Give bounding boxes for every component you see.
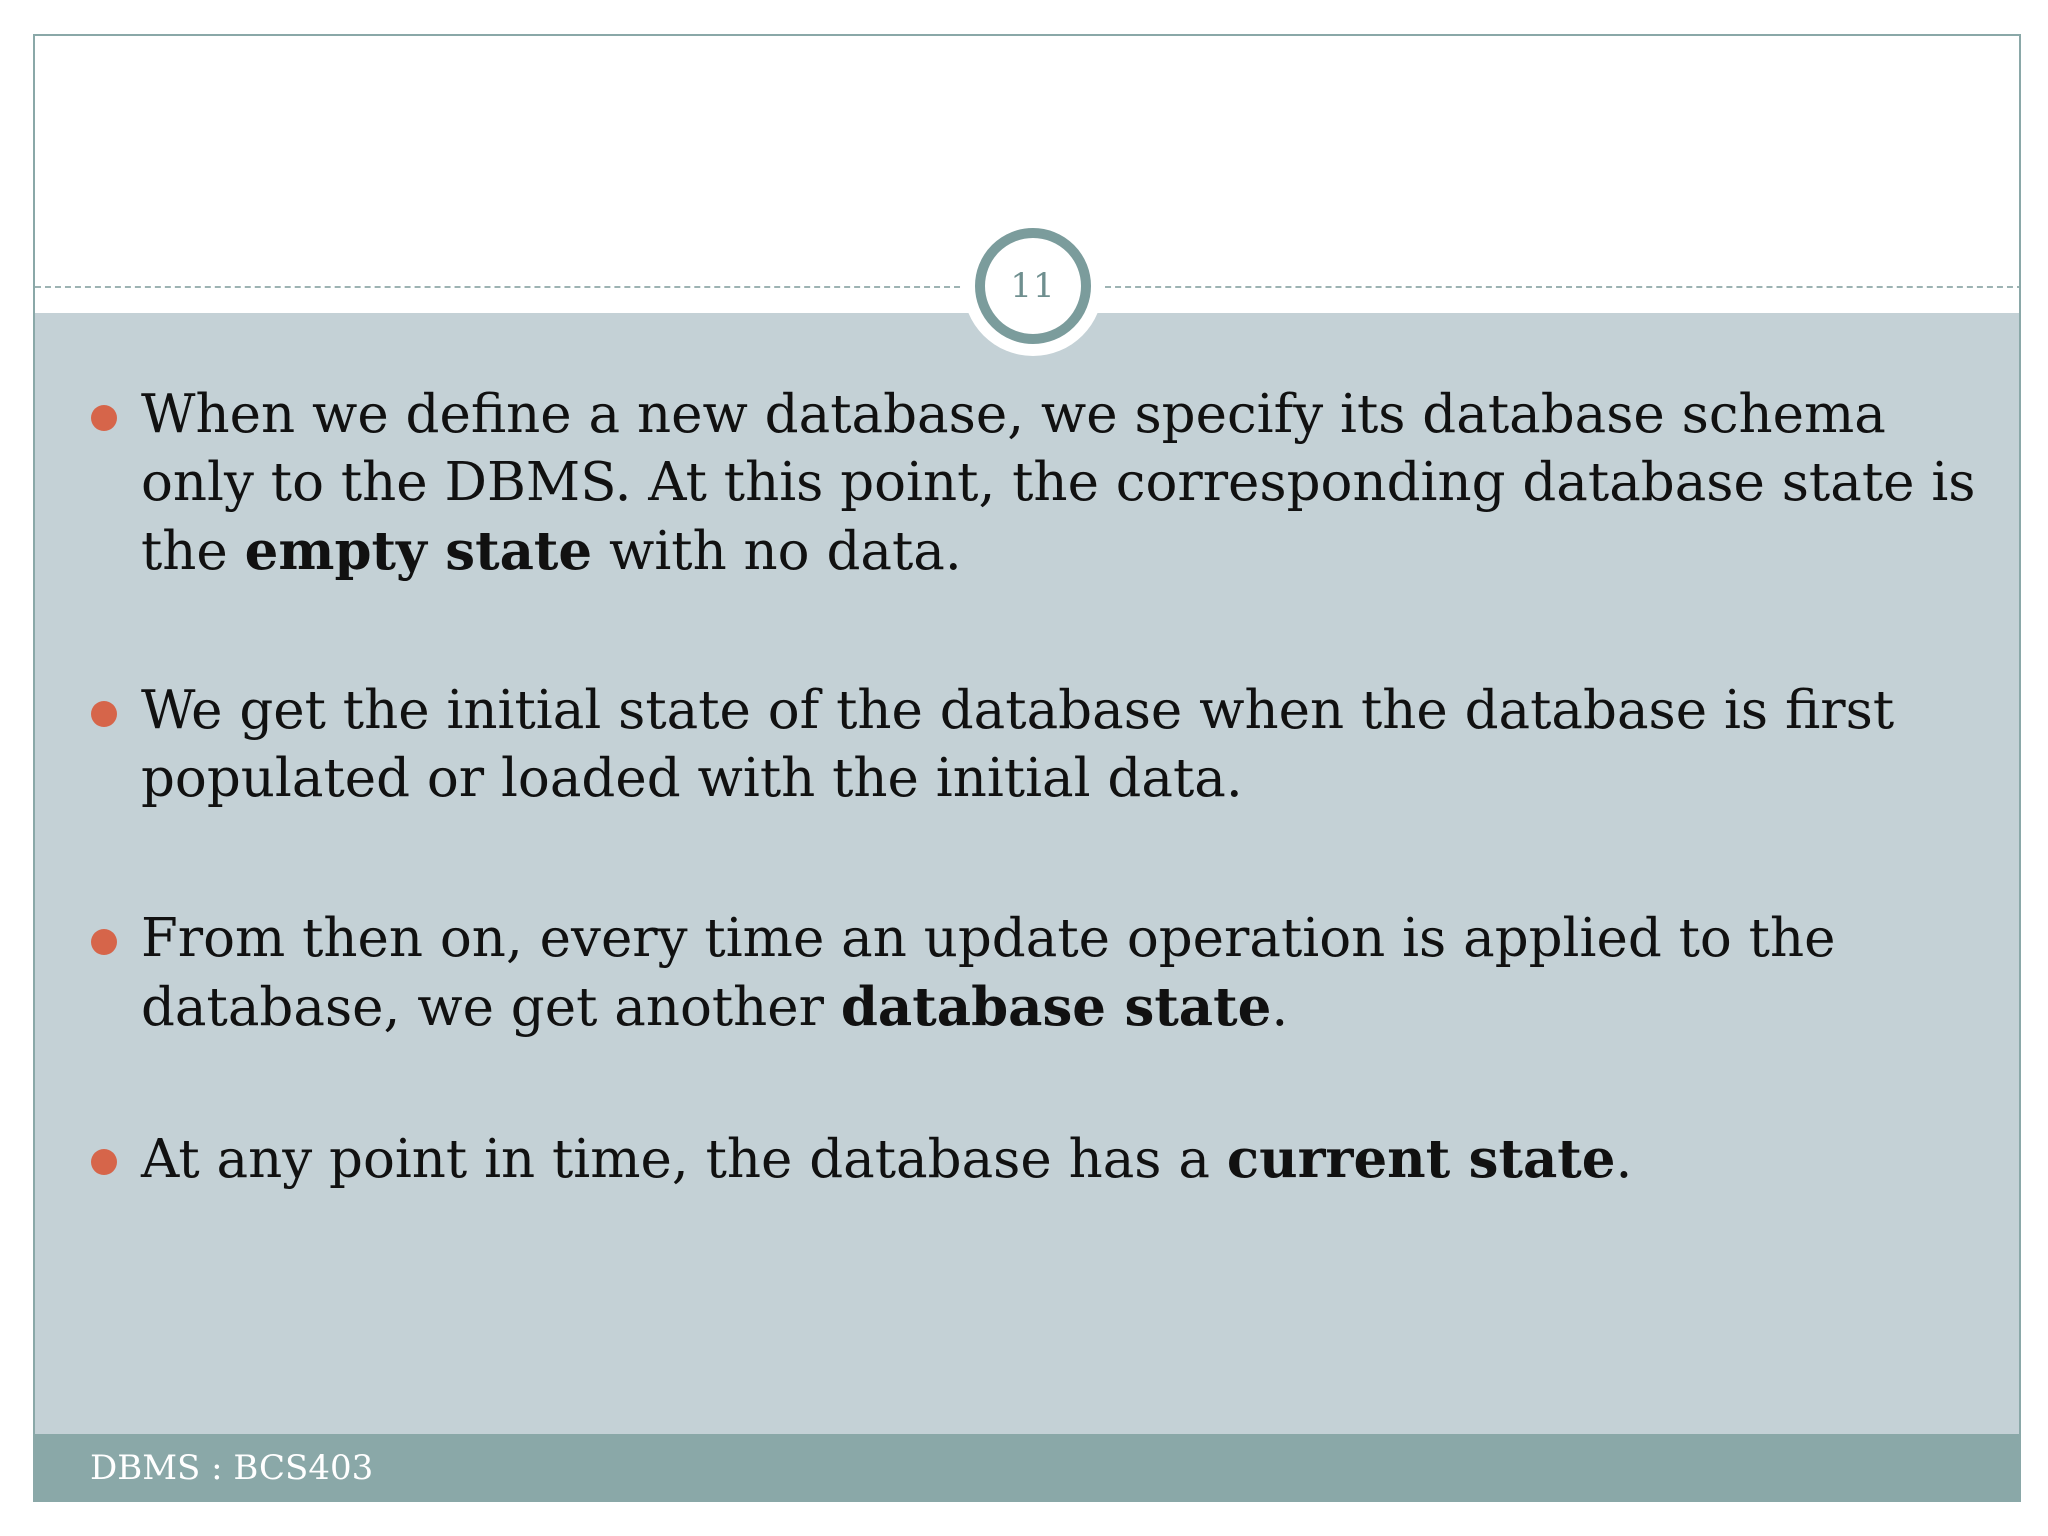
footer-label: DBMS : BCS403 (90, 1448, 374, 1488)
bullet-dot-icon (91, 701, 117, 727)
bullet-text: We get the initial state of the database when the database is first populated or loaded with the initial data. (141, 680, 1895, 809)
slide-number: 11 (1010, 266, 1056, 306)
bullet-item (141, 905, 2011, 1042)
bullet-text: . (1615, 1129, 1633, 1190)
bullet-dot-icon (91, 1149, 117, 1175)
bullet-dot-icon (91, 405, 117, 431)
bullet-dot-icon (91, 929, 117, 955)
bullet-bold-text: empty state (244, 520, 593, 582)
bullet-text: From then on, every time an update operation is applied to the database, we get another (141, 908, 1836, 1038)
bullet-text: . (1271, 977, 1289, 1038)
bullet-bold-text: database state (840, 976, 1272, 1038)
bullet-text: At any point in time, the database has a (141, 1129, 1227, 1190)
bullet-item (141, 381, 2011, 586)
bullet-item (141, 677, 2011, 813)
bullet-text: When we define a new database, we specify its database schema only to the DBMS. At this point, the corresponding database state is the (141, 384, 1976, 582)
bullet-item (141, 1125, 2011, 1194)
bullet-text: with no data. (592, 521, 962, 582)
bullet-list (35, 36, 2019, 1500)
footer-bar (35, 1434, 2019, 1502)
bullet-bold-text: current state (1226, 1128, 1616, 1190)
slide (33, 34, 2021, 1502)
